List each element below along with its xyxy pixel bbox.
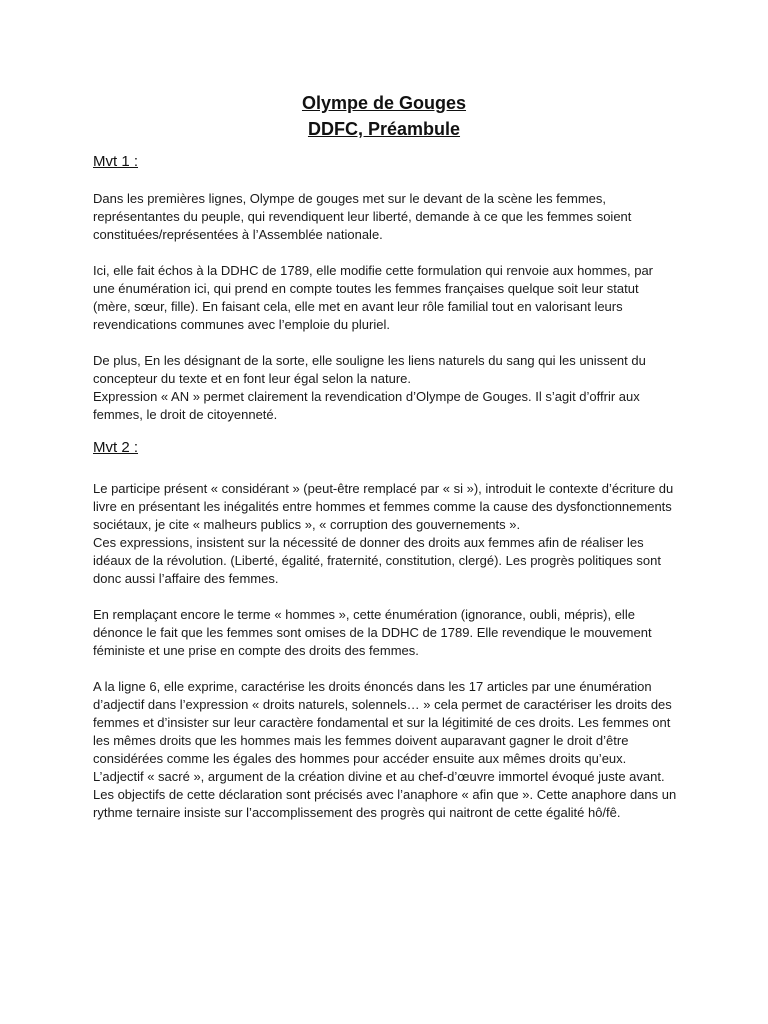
paragraph: De plus, En les désignant de la sorte, elle souligne les liens naturels du sang qui les unissent du concepteur du texte et en font leur égal selon la nature. Expression « AN » permet clairement la revendication d’Olympe de Gouges. Il s’agit d’offrir aux femmes, le droit de citoyenneté.	[93, 353, 646, 422]
paragraph: En remplaçant encore le terme « hommes », cette énumération (ignorance, oubli, mépris), elle dénonce le fait que les femmes sont omises de la DDHC de 1789. Elle revendique le mouvement féministe et une prise en compte des droits des femmes.	[93, 607, 652, 658]
document-body	[93, 152, 678, 822]
paragraph: Ici, elle fait échos à la DDHC de 1789, elle modifie cette formulation qui renvoie aux hommes, par une énumération ici, qui prend en compte toutes les femmes françaises quelque soit leur statut (mère, sœur, fille). En faisant cela, elle met en avant leur rôle familial tout en valorisant leurs revendications communes avec l’emploie du pluriel.	[93, 263, 654, 332]
title-line-author: Olympe de Gouges	[301, 93, 467, 113]
document-title	[0, 90, 768, 142]
section-mvt-1	[93, 152, 678, 424]
paragraph: Dans les premières lignes, Olympe de gouges met sur le devant de la scène les femmes, représentantes du peuple, qui revendiquent leur liberté, demande à ce que les femmes soient constituées/représentées à l’Assemblée nationale.	[93, 191, 632, 242]
section-heading: Mvt 2 :	[93, 439, 139, 456]
title-line-work: DDFC, Préambule	[307, 119, 461, 139]
paragraph: A la ligne 6, elle exprime, caractérise les droits énoncés dans les 17 articles par une énumération d’adjectif dans l’expression « droits naturels, solennels… » cela permet de caractériser les droits des femmes et d’insister sur leur caractère fondamental et sur la légitimité de ces droits. Les femmes ont les mêmes droits que les hommes mais les femmes doivent auparavant gagner le droit d’être considérées comme les égales des hommes pour accéder ensuite aux mêmes droits qu’eux. L’adjectif « sacré », argument de la création divine et au chef-d’œuvre immortel évoqué juste avant. Les objectifs de cette déclaration sont précisés avec l’anaphore « afin que ». Cette anaphore dans un rythme ternaire insiste sur l’accomplissement des progrès qui naitront de cette égalité hô/fê.	[93, 679, 677, 820]
section-heading: Mvt 1 :	[93, 153, 139, 170]
section-mvt-2	[93, 438, 678, 822]
paragraph: Le participe présent « considérant » (peut-être remplacé par « si »), introduit le contexte d’écriture du livre en présentant les inégalités entre hommes et femmes comme la cause des dysfonctionnements sociétaux, je cite « malheurs publics », « corruption des gouvernements ». Ces expressions, insistent sur la nécessité de donner des droits aux femmes afin de réaliser les idéaux de la révolution. (Liberté, égalité, fraternité, constitution, clergé). Les progrès politiques sont donc aussi l’affaire des femmes.	[93, 481, 674, 586]
